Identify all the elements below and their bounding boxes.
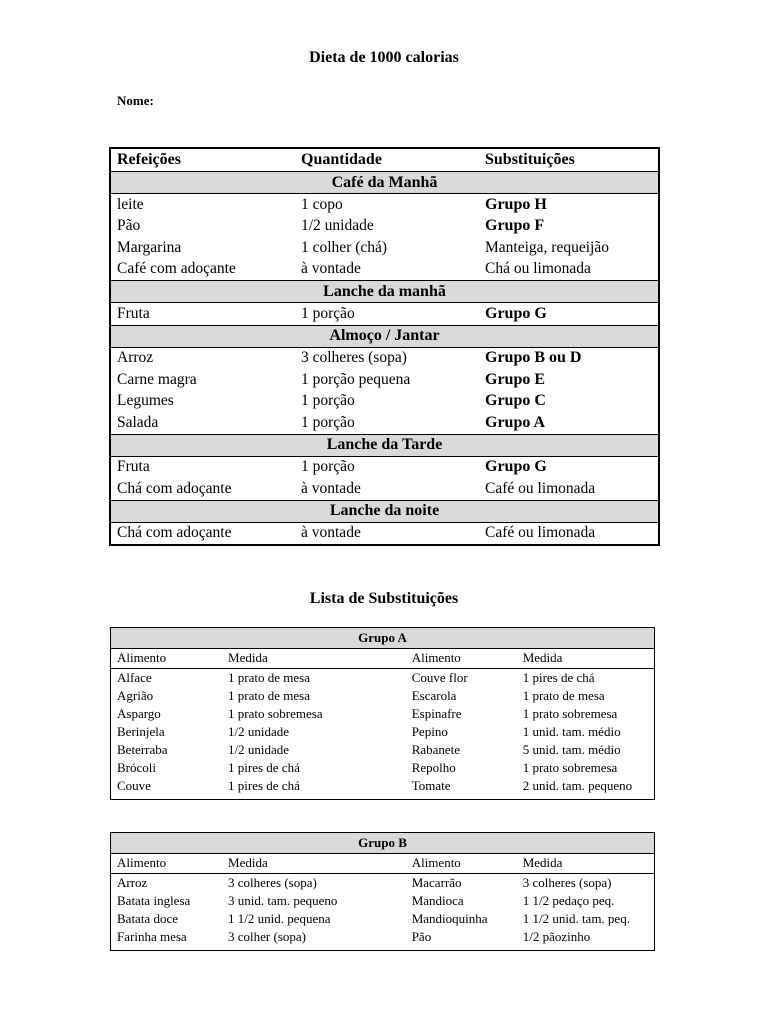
meal-item: Fruta — [117, 304, 150, 322]
group-a-table — [110, 627, 655, 800]
section-title: Café da Manhã — [110, 172, 659, 194]
column-header: Alimento — [111, 854, 223, 874]
food-name: Aspargo — [117, 706, 161, 721]
meal-quantity: 1 porção — [301, 392, 355, 410]
food-name: Brócoli — [117, 760, 156, 775]
section-title: Lanche da Tarde — [110, 434, 659, 456]
spacer — [111, 795, 655, 800]
food-name: Farinha mesa — [117, 929, 187, 944]
food-name: Pepino — [411, 724, 448, 739]
group-column-header — [111, 854, 655, 874]
column-header: Alimento — [406, 854, 517, 874]
group-name: Grupo A — [111, 628, 655, 649]
food-measure: 2 unid. tam. pequeno — [522, 778, 633, 793]
group-name: Grupo B — [111, 833, 655, 854]
meal-row — [110, 303, 659, 326]
food-measure: 1 unid. tam. médio — [522, 724, 621, 739]
meal-substitution: Grupo E — [485, 370, 546, 388]
meal-item: Legumes — [117, 392, 174, 410]
group-row — [111, 910, 655, 928]
column-header: Quantidade — [295, 148, 479, 172]
meal-row — [110, 347, 659, 369]
meal-section-header — [110, 434, 659, 456]
meal-quantity: 1 porção — [301, 413, 355, 431]
food-name: Agrião — [117, 688, 154, 703]
food-measure: 1 pires de chá — [522, 670, 595, 685]
meal-substitution: Manteiga, requeijão — [485, 238, 609, 256]
meal-quantity: à vontade — [301, 260, 361, 278]
meal-item: Café com adoçante — [117, 260, 236, 278]
meal-item: Chá com adoçante — [117, 479, 232, 497]
food-name: Couve — [117, 778, 151, 793]
meal-item: Chá com adoçante — [117, 524, 232, 542]
column-header: Medida — [517, 649, 655, 669]
meal-substitution: Café ou limonada — [485, 479, 596, 497]
substitutions-title: Lista de Substituições — [309, 590, 459, 607]
meal-item: Arroz — [117, 349, 154, 367]
food-measure: 3 unid. tam. pequeno — [228, 893, 338, 908]
food-measure: 1 1/2 unid. pequena — [228, 911, 331, 926]
meal-substitution: Grupo G — [485, 304, 547, 322]
meal-quantity: 1 porção — [301, 304, 355, 322]
meal-item: Fruta — [117, 458, 150, 476]
meal-quantity: 1 colher (chá) — [301, 238, 388, 256]
food-measure: 1 1/2 unid. tam. peq. — [522, 911, 630, 926]
food-name: Berinjela — [117, 724, 165, 739]
section-title: Lanche da manhã — [110, 281, 659, 303]
meal-section-header — [110, 500, 659, 522]
meal-substitution: Grupo H — [485, 195, 547, 213]
food-measure: 3 colheres (sopa) — [522, 875, 612, 890]
group-bottom-padding — [111, 795, 655, 800]
meal-substitution: Grupo C — [485, 392, 546, 410]
spacer — [111, 946, 655, 951]
group-header — [111, 833, 655, 854]
group-row — [111, 705, 655, 723]
food-name: Batata inglesa — [117, 893, 191, 908]
food-name: Arroz — [117, 875, 148, 890]
group-row — [111, 741, 655, 759]
meal-row — [110, 237, 659, 259]
section-title: Almoço / Jantar — [110, 325, 659, 347]
column-header: Alimento — [406, 649, 517, 669]
food-measure: 1 prato sobremesa — [522, 706, 618, 721]
group-row — [111, 777, 655, 795]
meal-quantity: 1/2 unidade — [301, 217, 374, 235]
meal-row — [110, 412, 659, 434]
food-measure: 5 unid. tam. médio — [522, 742, 621, 757]
meal-substitution: Grupo G — [485, 458, 547, 476]
food-name: Escarola — [411, 688, 457, 703]
meal-section-header — [110, 325, 659, 347]
group-header — [111, 628, 655, 649]
name-label: Nome: — [117, 93, 154, 108]
group-row — [111, 723, 655, 741]
meal-item: Margarina — [117, 238, 182, 256]
food-measure: 1 pires de chá — [228, 778, 300, 793]
food-measure: 1/2 unidade — [228, 724, 290, 739]
food-name: Rabanete — [411, 742, 461, 757]
column-header: Medida — [222, 649, 406, 669]
meal-substitution: Grupo A — [485, 413, 546, 431]
meal-substitution: Grupo B ou D — [485, 349, 582, 367]
meal-row — [110, 369, 659, 391]
group-row — [111, 928, 655, 946]
meal-row — [110, 259, 659, 281]
food-measure: 1/2 pãozinho — [522, 929, 591, 944]
meal-table-header — [110, 148, 659, 172]
food-measure: 1 prato de mesa — [228, 688, 310, 703]
group-bottom-padding — [111, 946, 655, 951]
meal-section-header — [110, 281, 659, 303]
column-header: Substituições — [479, 148, 659, 172]
meal-item: Salada — [117, 413, 159, 431]
group-row — [111, 669, 655, 688]
meal-quantity: 3 colheres (sopa) — [301, 349, 407, 367]
meal-table — [109, 147, 660, 546]
food-name: Repolho — [411, 760, 456, 775]
meal-quantity: à vontade — [301, 479, 361, 497]
group-row — [111, 759, 655, 777]
food-name: Macarrão — [411, 875, 462, 890]
meal-row — [110, 216, 659, 238]
section-title: Lanche da noite — [110, 500, 659, 522]
meal-quantity: 1 porção — [301, 458, 355, 476]
meal-quantity: 1 copo — [301, 195, 343, 213]
food-name: Batata doce — [117, 911, 178, 926]
meal-substitution: Chá ou limonada — [485, 260, 591, 278]
meal-item: Pão — [117, 217, 141, 235]
meal-substitution: Café ou limonada — [485, 524, 596, 542]
group-b-table — [110, 832, 655, 951]
meal-item: Carne magra — [117, 370, 197, 388]
meal-quantity: à vontade — [301, 524, 361, 542]
food-name: Mandioca — [411, 893, 464, 908]
food-name: Beterraba — [117, 742, 168, 757]
food-name: Couve flor — [411, 670, 468, 685]
food-measure: 1 prato sobremesa — [522, 760, 618, 775]
meal-item: leite — [117, 195, 144, 213]
food-name: Pão — [411, 929, 432, 944]
column-header: Medida — [517, 854, 655, 874]
group-row — [111, 687, 655, 705]
food-measure: 1 prato de mesa — [522, 688, 605, 703]
food-name: Mandioquinha — [411, 911, 488, 926]
food-measure: 1 prato sobremesa — [228, 706, 323, 721]
food-measure: 3 colher (sopa) — [228, 929, 306, 944]
meal-row — [110, 478, 659, 500]
group-row — [111, 874, 655, 893]
group-column-header — [111, 649, 655, 669]
meal-row — [110, 391, 659, 413]
food-name: Tomate — [411, 778, 451, 793]
column-header: Medida — [222, 854, 406, 874]
column-header: Refeições — [110, 148, 295, 172]
food-measure: 1 pires de chá — [228, 760, 300, 775]
food-measure: 1 1/2 pedaço peq. — [522, 893, 615, 908]
page-title: Dieta de 1000 calorias — [309, 49, 459, 66]
food-measure: 1 prato de mesa — [228, 670, 310, 685]
food-name: Alface — [117, 670, 152, 685]
food-name: Espinafre — [411, 706, 462, 721]
column-header: Alimento — [111, 649, 223, 669]
meal-row — [110, 456, 659, 478]
meal-row — [110, 194, 659, 216]
meal-substitution: Grupo F — [485, 217, 545, 235]
group-row — [111, 892, 655, 910]
meal-quantity: 1 porção pequena — [301, 370, 411, 388]
meal-section-header — [110, 172, 659, 194]
meal-row — [110, 522, 659, 545]
food-measure: 3 colheres (sopa) — [228, 875, 317, 890]
food-measure: 1/2 unidade — [228, 742, 290, 757]
